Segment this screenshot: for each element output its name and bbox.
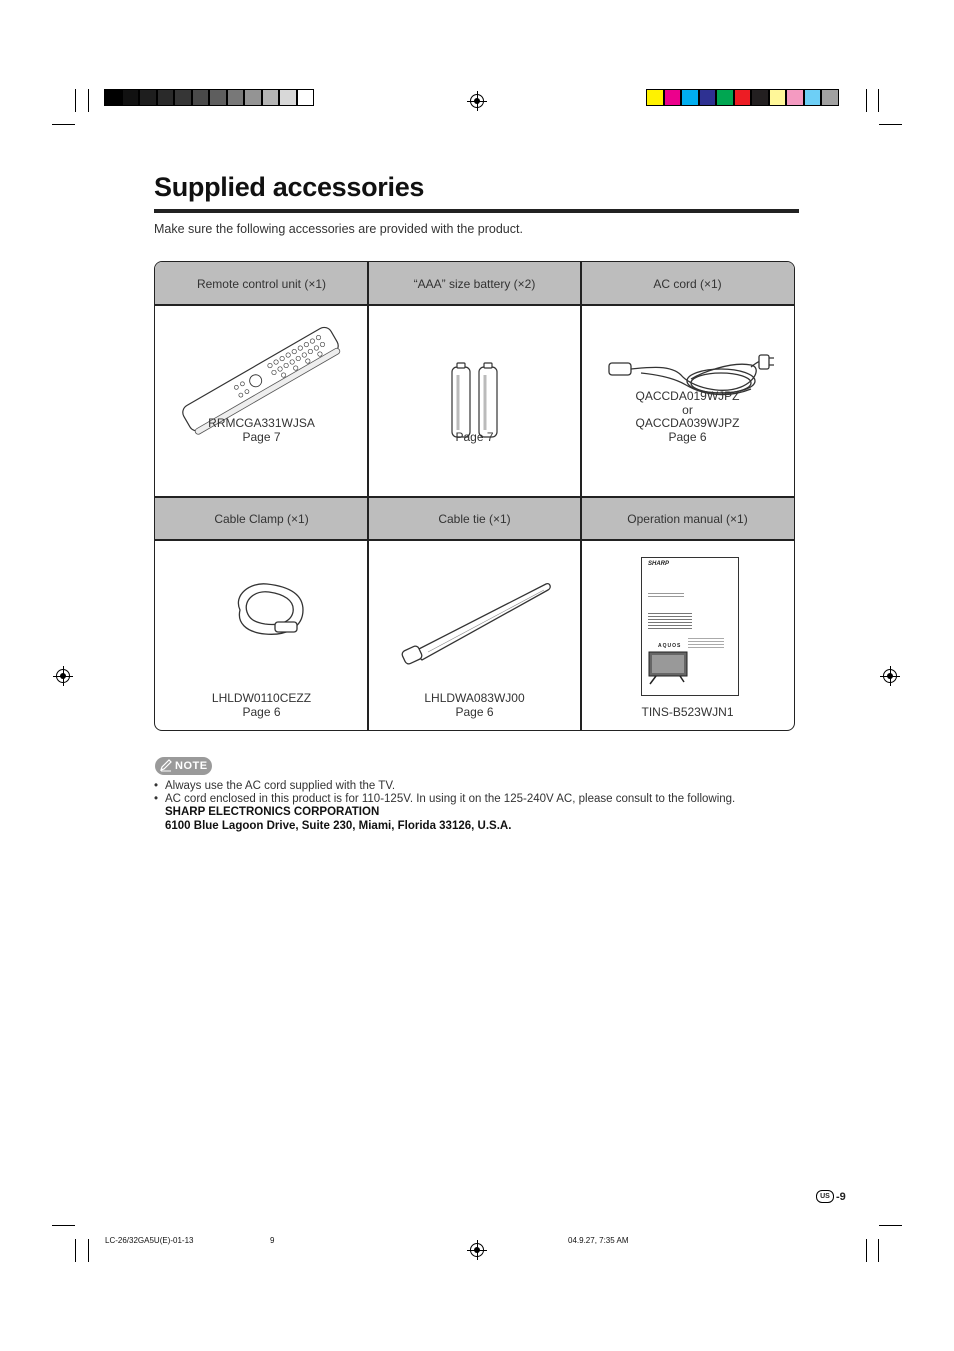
part-number: TINS-B523WJN1 xyxy=(641,705,734,719)
table-divider xyxy=(155,496,794,498)
crop-mark xyxy=(88,89,89,112)
page-title: Supplied accessories xyxy=(154,172,425,202)
manual-cover-icon xyxy=(641,557,739,696)
note-label: NOTE xyxy=(175,760,208,772)
cell-operation-manual xyxy=(581,540,794,730)
registration-mark-icon xyxy=(56,669,70,683)
calibration-swatch xyxy=(821,89,839,106)
calibration-swatch xyxy=(279,89,297,106)
calibration-swatch xyxy=(192,89,210,106)
manual-brand: SHARP xyxy=(648,561,670,567)
registration-mark-icon xyxy=(883,669,897,683)
calibration-swatch xyxy=(681,89,699,106)
note-text: Always use the AC cord supplied with the TV. xyxy=(165,780,396,792)
tv-icon xyxy=(646,650,690,686)
company-address: 6100 Blue Lagoon Drive, Suite 230, Miami, Florida 33126, U.S.A. xyxy=(165,820,512,832)
cell-battery xyxy=(368,305,581,496)
crop-mark xyxy=(75,89,76,112)
calibration-swatch xyxy=(716,89,734,106)
crop-mark xyxy=(879,124,902,125)
calibration-swatch xyxy=(297,89,315,106)
part-number: LHLDW0110CEZZ xyxy=(211,691,312,705)
intro-text: Make sure the following accessories are provided with the product. xyxy=(154,222,523,236)
calibration-swatch xyxy=(139,89,157,106)
crop-mark xyxy=(52,124,75,125)
calibration-swatch xyxy=(157,89,175,106)
crop-mark xyxy=(866,89,867,112)
calibration-swatch xyxy=(734,89,752,106)
page-reference: Page 6 xyxy=(242,704,281,719)
note-badge xyxy=(155,757,212,775)
calibration-swatch xyxy=(262,89,280,106)
header-cable-clamp: Cable Clamp (×1) xyxy=(155,497,368,540)
part-number: QACCDA019WJPZ xyxy=(635,389,740,403)
calibration-swatch xyxy=(664,89,682,106)
page-reference: Page 7 xyxy=(242,429,281,444)
cell-cable-tie xyxy=(368,540,581,730)
page-number-value: -9 xyxy=(836,1190,846,1203)
calibration-swatch xyxy=(174,89,192,106)
calibration-swatch xyxy=(786,89,804,106)
cell-cable-clamp xyxy=(155,540,368,730)
part-number: LHLDWA083WJ00 xyxy=(424,691,525,705)
calibration-swatch xyxy=(804,89,822,106)
crop-mark xyxy=(866,1239,867,1262)
header-battery: “AAA” size battery (×2) xyxy=(368,262,581,305)
table-divider xyxy=(155,304,794,306)
page-reference: Page 6 xyxy=(455,704,494,719)
registration-mark-icon xyxy=(470,1243,484,1257)
part-number-alt: QACCDA039WJPZ xyxy=(635,416,740,430)
calibration-swatch xyxy=(751,89,769,106)
header-remote-control: Remote control unit (×1) xyxy=(155,262,368,305)
crop-mark xyxy=(88,1239,89,1262)
registration-mark-icon xyxy=(470,94,484,108)
calibration-swatch xyxy=(227,89,245,106)
calibration-swatch xyxy=(244,89,262,106)
pencil-icon xyxy=(159,759,173,773)
grayscale-calibration-bar xyxy=(104,89,314,107)
cable-tie-icon xyxy=(368,540,581,680)
crop-mark xyxy=(878,89,879,112)
note-item: • AC cord enclosed in this product is for 110-125V. In using it on the 125-240V AC, please consult to the following. xyxy=(154,793,736,805)
region-badge: US xyxy=(816,1190,834,1203)
calibration-swatch xyxy=(122,89,140,106)
crop-mark xyxy=(75,1239,76,1262)
header-operation-manual: Operation manual (×1) xyxy=(581,497,794,540)
table-divider xyxy=(155,539,794,541)
accessories-table xyxy=(154,261,795,731)
crop-mark xyxy=(878,1239,879,1262)
page-number xyxy=(816,1190,846,1203)
calibration-swatch xyxy=(209,89,227,106)
part-number: RRMCGA331WJSA xyxy=(208,416,315,430)
header-cable-tie: Cable tie (×1) xyxy=(368,497,581,540)
footer-timestamp: 04.9.27, 7:35 AM xyxy=(568,1236,629,1245)
cable-clamp-icon xyxy=(155,540,368,670)
footer-page: 9 xyxy=(270,1236,275,1245)
crop-mark xyxy=(879,1225,902,1226)
note-text: AC cord enclosed in this product is for 110-125V. In using it on the 125-240V AC, please consult to the following. xyxy=(165,793,736,805)
manual-aquos-logo: AQUOS xyxy=(658,643,682,649)
or-text: or xyxy=(682,402,693,417)
cell-ac-cord xyxy=(581,305,794,496)
calibration-swatch xyxy=(104,89,122,106)
title-underline xyxy=(154,209,799,213)
crop-mark xyxy=(52,1225,75,1226)
cell-remote-control xyxy=(155,305,368,496)
company-name: SHARP ELECTRONICS CORPORATION xyxy=(165,806,380,818)
color-calibration-bar xyxy=(646,89,839,107)
note-item: • Always use the AC cord supplied with the TV. xyxy=(154,780,396,792)
header-ac-cord: AC cord (×1) xyxy=(581,262,794,305)
calibration-swatch xyxy=(699,89,717,106)
calibration-swatch xyxy=(646,89,664,106)
page-reference: Page 7 xyxy=(455,430,494,444)
page-reference: Page 6 xyxy=(668,429,707,444)
calibration-swatch xyxy=(769,89,787,106)
footer-filename: LC-26/32GA5U(E)-01-13 xyxy=(105,1236,194,1245)
